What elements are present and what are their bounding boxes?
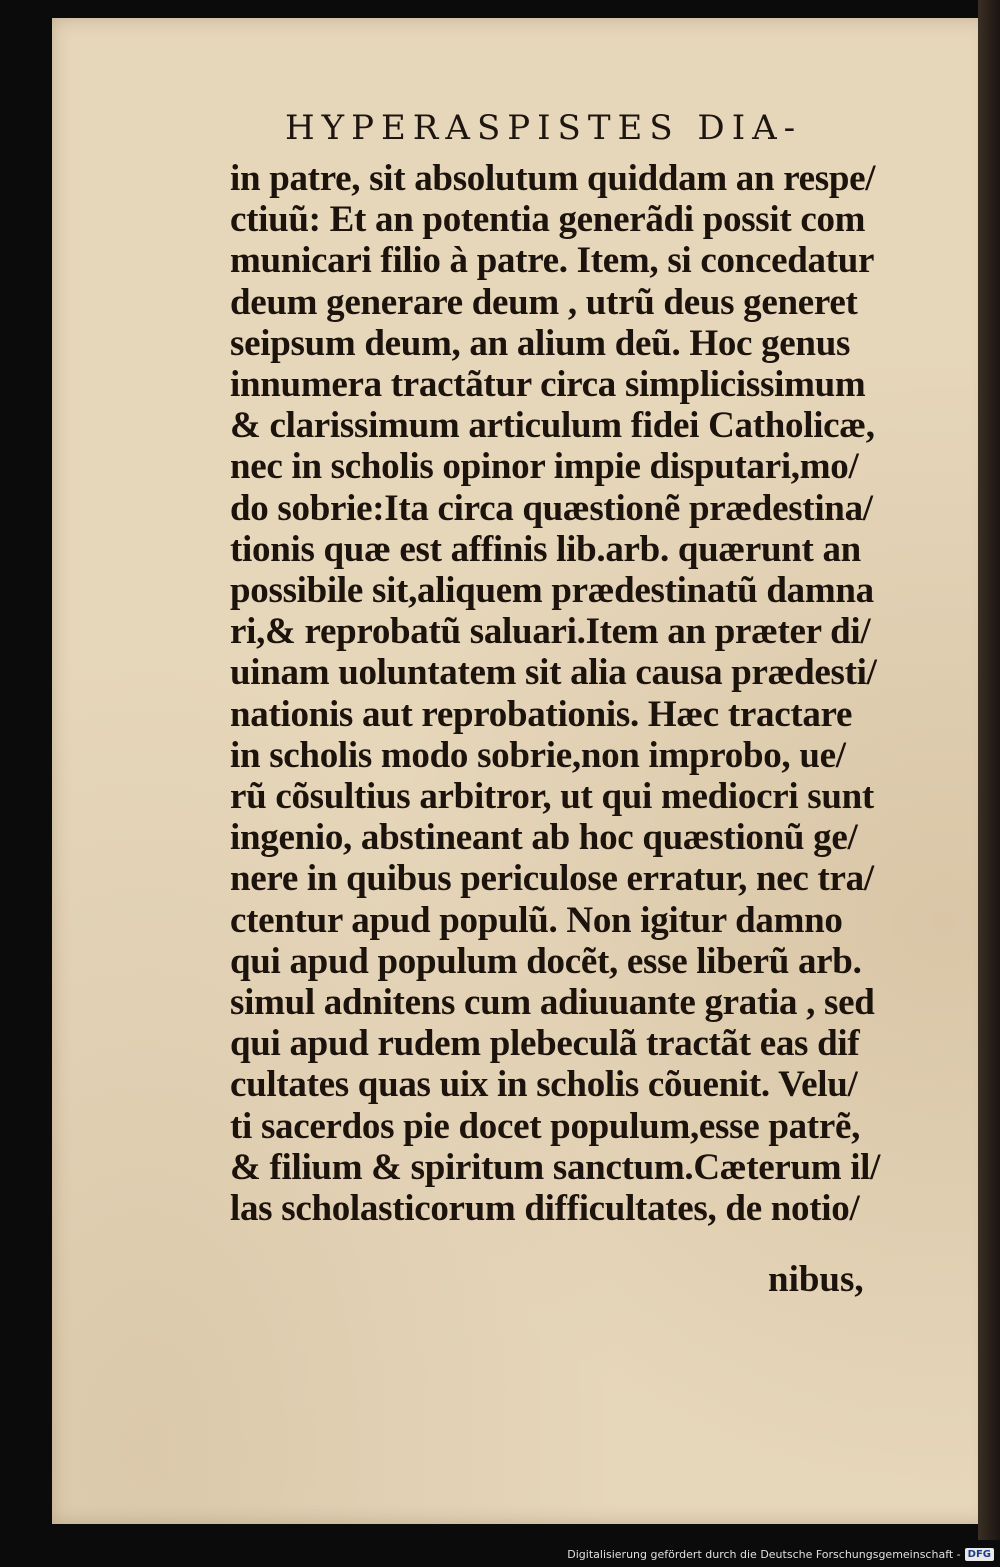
text-line: qui apud populum docẽt, esse liberũ arb. <box>230 940 862 982</box>
text-line: seipsum deum, an alium deũ. Hoc genus <box>230 322 851 364</box>
text-line: ingenio, abstineant ab hoc quæstionũ ge/ <box>230 817 858 859</box>
text-line: innumera tractãtur circa simplicissimum <box>230 364 866 406</box>
text-line: rũ cõsultius arbitror, ut qui mediocri sunt <box>230 776 874 818</box>
text-line: municari filio à patre. Item, si concedatur <box>230 240 875 282</box>
text-block <box>230 158 890 1229</box>
text-line: nationis aut reprobationis. Hæc tractare <box>230 693 853 735</box>
text-line: ctiuũ: Et an potentia generãdi possit com <box>230 199 866 241</box>
catchword: nibus, <box>768 1259 864 1300</box>
text-line: uinam uoluntatem sit alia causa prædesti/ <box>230 652 877 694</box>
text-line: tionis quæ est affinis lib.arb. quærunt an <box>230 528 861 570</box>
text-line: las scholasticorum difficultates, de notio/ <box>230 1188 860 1230</box>
text-line: do sobrie:Ita circa quæstionẽ prædestina/ <box>230 487 873 529</box>
text-line: possibile sit,aliquem prædestinatũ damna <box>230 570 874 612</box>
book-edge <box>978 0 1000 1540</box>
text-line: ri,& reprobatũ saluari.Item an præter di/ <box>230 611 871 653</box>
dfg-logo: DFG <box>965 1548 994 1561</box>
running-head: HYPERASPISTES DIA- <box>285 108 803 148</box>
text-line: cultates quas uix in scholis cõuenit. Velu/ <box>230 1064 858 1106</box>
text-line: & clarissimum articulum fidei Catholicæ, <box>230 405 875 447</box>
text-line: ctentur apud populũ. Non igitur damno <box>230 899 843 941</box>
text-line: simul adnitens cum adiuuante gratia , sed <box>230 982 875 1024</box>
text-line: in patre, sit absolutum quiddam an respe/ <box>230 158 876 199</box>
text-line: deum generare deum , utrũ deus generet <box>230 281 858 323</box>
text-line: & filium & spiritum sanctum.Cæterum il/ <box>230 1146 881 1188</box>
text-line: in scholis modo sobrie,non improbo, ue/ <box>230 734 846 776</box>
text-line: ti sacerdos pie docet populum,esse patrẽ, <box>230 1105 861 1147</box>
text-line: nere in quibus periculose erratur, nec tra/ <box>230 858 874 900</box>
digitization-footer <box>567 1541 1000 1567</box>
footer-credit: Digitalisierung gefördert durch die Deutsche Forschungsgemeinschaft - <box>567 1547 961 1561</box>
text-line: nec in scholis opinor impie disputari,mo/ <box>230 446 859 488</box>
text-line: qui apud rudem plebeculã tractãt eas dif <box>230 1023 860 1065</box>
